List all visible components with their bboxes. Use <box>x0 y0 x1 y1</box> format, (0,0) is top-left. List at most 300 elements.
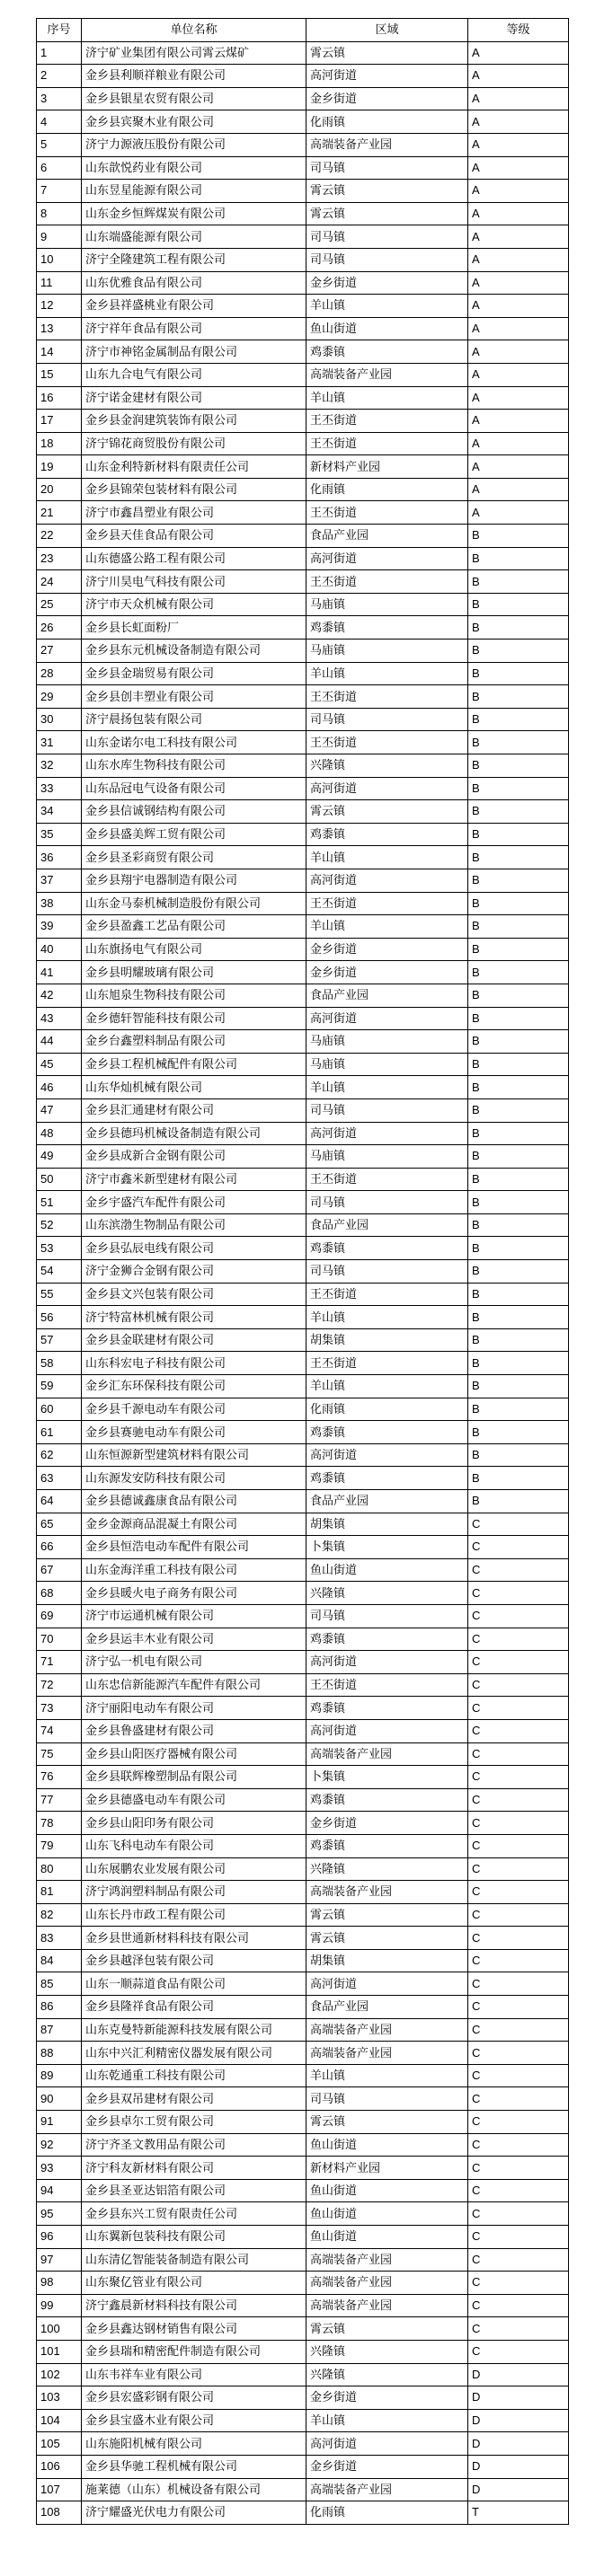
cell-grade: C <box>468 1927 569 1950</box>
cell-company-name: 济宁诺金建材有限公司 <box>82 386 306 410</box>
cell-index: 14 <box>37 340 82 364</box>
cell-region: 司马镇 <box>306 708 468 731</box>
cell-grade: C <box>468 2248 569 2272</box>
cell-grade: B <box>468 1053 569 1076</box>
cell-grade: C <box>468 2340 569 2363</box>
cell-index: 98 <box>37 2272 82 2295</box>
cell-region: 化雨镇 <box>306 478 468 501</box>
table-row <box>37 1053 569 1076</box>
cell-index: 76 <box>37 1766 82 1789</box>
cell-region: 鱼山街道 <box>306 2202 468 2226</box>
cell-company-name: 山东滨渤生物制品有限公司 <box>82 1213 306 1237</box>
cell-company-name: 金乡县圣亚达铝箔有限公司 <box>82 2179 306 2202</box>
table-row <box>37 1558 569 1582</box>
cell-grade: B <box>468 1375 569 1398</box>
cell-index: 73 <box>37 1697 82 1720</box>
cell-region: 王丕街道 <box>306 731 468 754</box>
cell-index: 4 <box>37 110 82 134</box>
header-index: 序号 <box>37 19 82 42</box>
cell-index: 9 <box>37 225 82 249</box>
cell-index: 8 <box>37 202 82 225</box>
cell-company-name: 金乡县隆祥食品有限公司 <box>82 1996 306 2019</box>
cell-region: 金乡街道 <box>306 2386 468 2410</box>
cell-grade: B <box>468 1398 569 1421</box>
cell-company-name: 金乡县世通新材料科技有限公司 <box>82 1927 306 1950</box>
cell-company-name: 济宁全隆建筑工程有限公司 <box>82 248 306 271</box>
table-row <box>37 1490 569 1513</box>
cell-index: 42 <box>37 984 82 1007</box>
cell-company-name: 山东飞科电动车有限公司 <box>82 1834 306 1857</box>
cell-index: 89 <box>37 2064 82 2087</box>
cell-region: 司马镇 <box>306 1098 468 1122</box>
cell-company-name: 金乡县德诚鑫康食品有限公司 <box>82 1490 306 1513</box>
cell-company-name: 山东施阳机械有限公司 <box>82 2432 306 2456</box>
cell-company-name: 山东旗扬电气有限公司 <box>82 938 306 961</box>
cell-index: 64 <box>37 1490 82 1513</box>
cell-grade: C <box>468 2018 569 2042</box>
cell-company-name: 山东翼新包装科技有限公司 <box>82 2226 306 2249</box>
cell-region: 霄云镇 <box>306 202 468 225</box>
cell-index: 58 <box>37 1352 82 1375</box>
cell-grade: B <box>468 777 569 800</box>
table-row <box>37 984 569 1007</box>
table-row <box>37 961 569 984</box>
cell-company-name: 金乡县盛美辉工贸有限公司 <box>82 823 306 846</box>
cell-company-name: 金乡县联辉橡塑制品有限公司 <box>82 1766 306 1789</box>
table-row <box>37 938 569 961</box>
cell-index: 22 <box>37 525 82 548</box>
cell-region: 卜集镇 <box>306 1766 468 1789</box>
cell-index: 37 <box>37 869 82 892</box>
cell-company-name: 金乡县东兴工贸有限责任公司 <box>82 2202 306 2226</box>
cell-region: 化雨镇 <box>306 110 468 134</box>
cell-grade: D <box>468 2363 569 2386</box>
table-row <box>37 708 569 731</box>
cell-region: 高端装备产业园 <box>306 1742 468 1766</box>
cell-region: 鱼山街道 <box>306 2179 468 2202</box>
cell-grade: A <box>468 501 569 525</box>
cell-region: 高河街道 <box>306 1719 468 1742</box>
table-row <box>37 1260 569 1284</box>
table-row <box>37 662 569 685</box>
cell-region: 王丕街道 <box>306 685 468 709</box>
cell-index: 17 <box>37 410 82 433</box>
cell-index: 95 <box>37 2202 82 2226</box>
cell-region: 新材料产业园 <box>306 2157 468 2180</box>
cell-grade: C <box>468 2064 569 2087</box>
cell-index: 16 <box>37 386 82 410</box>
cell-index: 70 <box>37 1628 82 1651</box>
cell-index: 102 <box>37 2363 82 2386</box>
cell-grade: B <box>468 1030 569 1054</box>
cell-region: 马庙镇 <box>306 593 468 616</box>
cell-company-name: 金乡县金润建筑装饰有限公司 <box>82 410 306 433</box>
cell-grade: C <box>468 1788 569 1812</box>
cell-index: 26 <box>37 616 82 640</box>
cell-region: 王丕街道 <box>306 1673 468 1697</box>
cell-grade: D <box>468 2478 569 2501</box>
cell-index: 77 <box>37 1788 82 1812</box>
cell-company-name: 金乡县圣彩商贸有限公司 <box>82 846 306 869</box>
cell-region: 霄云镇 <box>306 41 468 65</box>
table-row <box>37 1673 569 1697</box>
cell-grade: B <box>468 1283 569 1306</box>
cell-company-name: 金乡金源商品混凝土有限公司 <box>82 1513 306 1536</box>
cell-company-name: 山东清亿智能装备制造有限公司 <box>82 2248 306 2272</box>
cell-company-name: 金乡县金联建材有限公司 <box>82 1328 306 1352</box>
cell-company-name: 山东金利特新材料有限责任公司 <box>82 455 306 479</box>
cell-index: 29 <box>37 685 82 709</box>
cell-index: 54 <box>37 1260 82 1284</box>
cell-index: 103 <box>37 2386 82 2410</box>
table-row <box>37 731 569 754</box>
cell-index: 80 <box>37 1857 82 1881</box>
cell-grade: A <box>468 65 569 88</box>
table-row <box>37 1628 569 1651</box>
table-row <box>37 1513 569 1536</box>
cell-company-name: 金乡县山阳印务有限公司 <box>82 1812 306 1835</box>
table-row <box>37 1007 569 1030</box>
cell-index: 93 <box>37 2157 82 2180</box>
cell-company-name: 山东一顺蒜道食品有限公司 <box>82 1972 306 1996</box>
cell-region: 高河街道 <box>306 1443 468 1467</box>
cell-index: 43 <box>37 1007 82 1030</box>
table-row <box>37 363 569 386</box>
table-row <box>37 754 569 778</box>
table-row <box>37 892 569 915</box>
table-row <box>37 2042 569 2065</box>
cell-company-name: 施莱德（山东）机械设备有限公司 <box>82 2478 306 2501</box>
table-row <box>37 1191 569 1214</box>
cell-grade: C <box>468 1903 569 1927</box>
cell-company-name: 金乡县卓尔工贸有限公司 <box>82 2111 306 2134</box>
cell-grade: B <box>468 1076 569 1099</box>
cell-grade: C <box>468 1996 569 2019</box>
cell-region: 鸡黍镇 <box>306 1628 468 1651</box>
table-row <box>37 1237 569 1260</box>
cell-company-name: 济宁川昊电气科技有限公司 <box>82 570 306 594</box>
table-row <box>37 87 569 110</box>
cell-index: 23 <box>37 547 82 570</box>
cell-company-name: 山东旭泉生物科技有限公司 <box>82 984 306 1007</box>
cell-company-name: 金乡县宝盛木业有限公司 <box>82 2409 306 2432</box>
cell-region: 鱼山街道 <box>306 317 468 340</box>
cell-index: 96 <box>37 2226 82 2249</box>
cell-company-name: 金乡县锦荣包装材料有限公司 <box>82 478 306 501</box>
cell-index: 2 <box>37 65 82 88</box>
cell-company-name: 金乡县祥盛桃业有限公司 <box>82 295 306 318</box>
table-row <box>37 1834 569 1857</box>
cell-grade: A <box>468 202 569 225</box>
table-row <box>37 2317 569 2341</box>
cell-grade: A <box>468 410 569 433</box>
cell-region: 司马镇 <box>306 225 468 249</box>
cell-company-name: 山东金乡恒辉煤炭有限公司 <box>82 202 306 225</box>
cell-grade: C <box>468 1834 569 1857</box>
cell-region: 胡集镇 <box>306 1328 468 1352</box>
cell-region: 鸡黍镇 <box>306 1237 468 1260</box>
cell-company-name: 山东源发安防科技有限公司 <box>82 1467 306 1490</box>
cell-index: 101 <box>37 2340 82 2363</box>
cell-grade: A <box>468 180 569 203</box>
cell-grade: A <box>468 317 569 340</box>
table-row <box>37 2340 569 2363</box>
cell-grade: B <box>468 731 569 754</box>
table-row <box>37 777 569 800</box>
cell-region: 高端装备产业园 <box>306 2478 468 2501</box>
cell-grade: C <box>468 1881 569 1904</box>
cell-index: 105 <box>37 2432 82 2456</box>
cell-company-name: 山东韦祥车业有限公司 <box>82 2363 306 2386</box>
cell-grade: B <box>468 1306 569 1329</box>
cell-company-name: 山东乾通重工科技有限公司 <box>82 2064 306 2087</box>
cell-grade: C <box>468 2157 569 2180</box>
cell-company-name: 金乡汇东环保科技有限公司 <box>82 1375 306 1398</box>
cell-index: 97 <box>37 2248 82 2272</box>
cell-grade: A <box>468 156 569 180</box>
cell-region: 兴隆镇 <box>306 2363 468 2386</box>
cell-index: 24 <box>37 570 82 594</box>
cell-grade: A <box>468 340 569 364</box>
cell-grade: B <box>468 1352 569 1375</box>
table-row <box>37 1927 569 1950</box>
cell-grade: B <box>468 1098 569 1122</box>
cell-region: 食品产业园 <box>306 984 468 1007</box>
cell-grade: B <box>468 1467 569 1490</box>
cell-company-name: 山东九合电气有限公司 <box>82 363 306 386</box>
cell-grade: B <box>468 662 569 685</box>
cell-company-name: 金乡县成新合金钢有限公司 <box>82 1145 306 1169</box>
cell-company-name: 金乡县鲁盛建材有限公司 <box>82 1719 306 1742</box>
table-row <box>37 432 569 455</box>
cell-region: 金乡街道 <box>306 961 468 984</box>
cell-grade: C <box>468 1628 569 1651</box>
table-row <box>37 1536 569 1559</box>
cell-company-name: 济宁齐圣文教用品有限公司 <box>82 2133 306 2157</box>
cell-region: 王丕街道 <box>306 501 468 525</box>
cell-company-name: 金乡县明耀玻璃有限公司 <box>82 961 306 984</box>
table-row <box>37 547 569 570</box>
cell-company-name: 山东金马泰机械制造股份有限公司 <box>82 892 306 915</box>
cell-grade: B <box>468 616 569 640</box>
cell-company-name: 济宁市鑫米新型建材有限公司 <box>82 1168 306 1191</box>
table-row <box>37 1903 569 1927</box>
table-row <box>37 455 569 479</box>
table-row <box>37 2111 569 2134</box>
table-row <box>37 1076 569 1099</box>
cell-grade: A <box>468 225 569 249</box>
cell-grade: B <box>468 525 569 548</box>
table-row <box>37 1651 569 1674</box>
company-rating-table <box>36 18 569 2525</box>
header-grade: 等级 <box>468 19 569 42</box>
table-row <box>37 271 569 295</box>
cell-index: 72 <box>37 1673 82 1697</box>
cell-company-name: 山东华灿机械有限公司 <box>82 1076 306 1099</box>
cell-region: 王丕街道 <box>306 410 468 433</box>
table-row <box>37 616 569 640</box>
cell-region: 鸡黍镇 <box>306 823 468 846</box>
cell-company-name: 金乡县赛驰电动车有限公司 <box>82 1421 306 1444</box>
cell-grade: A <box>468 295 569 318</box>
table-row <box>37 525 569 548</box>
table-row <box>37 41 569 65</box>
cell-company-name: 金乡县千源电动车有限公司 <box>82 1398 306 1421</box>
cell-company-name: 济宁丽阳电动车有限公司 <box>82 1697 306 1720</box>
cell-region: 霄云镇 <box>306 2111 468 2134</box>
table-row <box>37 2455 569 2478</box>
cell-grade: B <box>468 1237 569 1260</box>
cell-grade: B <box>468 685 569 709</box>
cell-index: 66 <box>37 1536 82 1559</box>
cell-region: 鱼山街道 <box>306 2226 468 2249</box>
cell-company-name: 山东长丹市政工程有限公司 <box>82 1903 306 1927</box>
cell-company-name: 济宁晨扬包装有限公司 <box>82 708 306 731</box>
table-row <box>37 1352 569 1375</box>
cell-company-name: 济宁市运通机械有限公司 <box>82 1604 306 1628</box>
cell-company-name: 金乡县盈鑫工艺品有限公司 <box>82 915 306 939</box>
table-row <box>37 1168 569 1191</box>
cell-company-name: 山东水库生物科技有限公司 <box>82 754 306 778</box>
table-row <box>37 1949 569 1972</box>
cell-region: 高河街道 <box>306 777 468 800</box>
table-row <box>37 1328 569 1352</box>
cell-company-name: 山东恒源新型建筑材料有限公司 <box>82 1443 306 1467</box>
table-row <box>37 2179 569 2202</box>
cell-region: 食品产业园 <box>306 525 468 548</box>
cell-index: 88 <box>37 2042 82 2065</box>
cell-grade: B <box>468 1145 569 1169</box>
cell-region: 鱼山街道 <box>306 1558 468 1582</box>
cell-grade: C <box>468 1719 569 1742</box>
cell-region: 司马镇 <box>306 156 468 180</box>
cell-index: 56 <box>37 1306 82 1329</box>
cell-company-name: 金乡县利顺祥粮业有限公司 <box>82 65 306 88</box>
cell-index: 65 <box>37 1513 82 1536</box>
cell-index: 82 <box>37 1903 82 1927</box>
table-row <box>37 2363 569 2386</box>
cell-region: 王丕街道 <box>306 570 468 594</box>
cell-grade: C <box>468 1697 569 1720</box>
cell-grade: B <box>468 640 569 663</box>
cell-index: 75 <box>37 1742 82 1766</box>
cell-index: 108 <box>37 2501 82 2525</box>
cell-grade: B <box>468 1122 569 1145</box>
cell-region: 鸡黍镇 <box>306 1834 468 1857</box>
cell-index: 33 <box>37 777 82 800</box>
cell-region: 羊山镇 <box>306 846 468 869</box>
table-row <box>37 1742 569 1766</box>
cell-company-name: 山东昱星能源有限公司 <box>82 180 306 203</box>
cell-index: 38 <box>37 892 82 915</box>
cell-index: 19 <box>37 455 82 479</box>
cell-grade: C <box>468 1972 569 1996</box>
cell-grade: C <box>468 1558 569 1582</box>
table-row <box>37 2087 569 2111</box>
cell-region: 金乡街道 <box>306 2455 468 2478</box>
cell-region: 高河街道 <box>306 1651 468 1674</box>
table-row <box>37 2432 569 2456</box>
table-row <box>37 685 569 709</box>
table-row <box>37 1467 569 1490</box>
cell-grade: C <box>468 1812 569 1835</box>
cell-grade: A <box>468 363 569 386</box>
cell-index: 60 <box>37 1398 82 1421</box>
cell-company-name: 济宁耀盛光伏电力有限公司 <box>82 2501 306 2525</box>
cell-company-name: 金乡县银星农贸有限公司 <box>82 87 306 110</box>
table-row <box>37 225 569 249</box>
cell-company-name: 山东展鹏农业发展有限公司 <box>82 1857 306 1881</box>
cell-region: 兴隆镇 <box>306 1582 468 1605</box>
cell-grade: C <box>468 1604 569 1628</box>
cell-index: 11 <box>37 271 82 295</box>
cell-index: 107 <box>37 2478 82 2501</box>
cell-company-name: 济宁金狮合金钢有限公司 <box>82 1260 306 1284</box>
cell-grade: C <box>468 1766 569 1789</box>
table-row <box>37 1213 569 1237</box>
cell-grade: B <box>468 915 569 939</box>
cell-grade: A <box>468 133 569 156</box>
cell-company-name: 金乡县鑫达钢材销售有限公司 <box>82 2317 306 2341</box>
table-row <box>37 1443 569 1467</box>
cell-index: 85 <box>37 1972 82 1996</box>
table-row <box>37 2501 569 2525</box>
cell-grade: C <box>468 2042 569 2065</box>
cell-index: 99 <box>37 2294 82 2317</box>
cell-grade: A <box>468 432 569 455</box>
cell-region: 食品产业园 <box>306 1213 468 1237</box>
cell-index: 49 <box>37 1145 82 1169</box>
cell-region: 高河街道 <box>306 547 468 570</box>
cell-region: 高端装备产业园 <box>306 363 468 386</box>
cell-index: 53 <box>37 1237 82 1260</box>
cell-index: 40 <box>37 938 82 961</box>
cell-region: 高端装备产业园 <box>306 133 468 156</box>
cell-region: 霄云镇 <box>306 1903 468 1927</box>
table-row <box>37 2133 569 2157</box>
cell-region: 高河街道 <box>306 65 468 88</box>
cell-grade: D <box>468 2409 569 2432</box>
table-body <box>37 41 569 2524</box>
table-row <box>37 1306 569 1329</box>
cell-grade: B <box>468 754 569 778</box>
cell-index: 20 <box>37 478 82 501</box>
cell-index: 13 <box>37 317 82 340</box>
cell-grade: B <box>468 1328 569 1352</box>
cell-grade: C <box>468 2179 569 2202</box>
cell-index: 3 <box>37 87 82 110</box>
table-row <box>37 1996 569 2019</box>
cell-grade: A <box>468 455 569 479</box>
cell-company-name: 济宁鑫晨新材料科技有限公司 <box>82 2294 306 2317</box>
cell-index: 71 <box>37 1651 82 1674</box>
cell-index: 81 <box>37 1881 82 1904</box>
cell-grade: A <box>468 41 569 65</box>
cell-index: 1 <box>37 41 82 65</box>
cell-region: 高河街道 <box>306 1007 468 1030</box>
cell-region: 鸡黍镇 <box>306 340 468 364</box>
cell-region: 鸡黍镇 <box>306 1421 468 1444</box>
table-row <box>37 1697 569 1720</box>
header-company-name: 单位名称 <box>82 19 306 42</box>
cell-grade: D <box>468 2432 569 2456</box>
cell-company-name: 山东忠信新能源汽车配件有限公司 <box>82 1673 306 1697</box>
table-row <box>37 202 569 225</box>
cell-company-name: 金乡县弘辰电线有限公司 <box>82 1237 306 1260</box>
cell-region: 兴隆镇 <box>306 754 468 778</box>
table-row <box>37 1788 569 1812</box>
table-row <box>37 1098 569 1122</box>
